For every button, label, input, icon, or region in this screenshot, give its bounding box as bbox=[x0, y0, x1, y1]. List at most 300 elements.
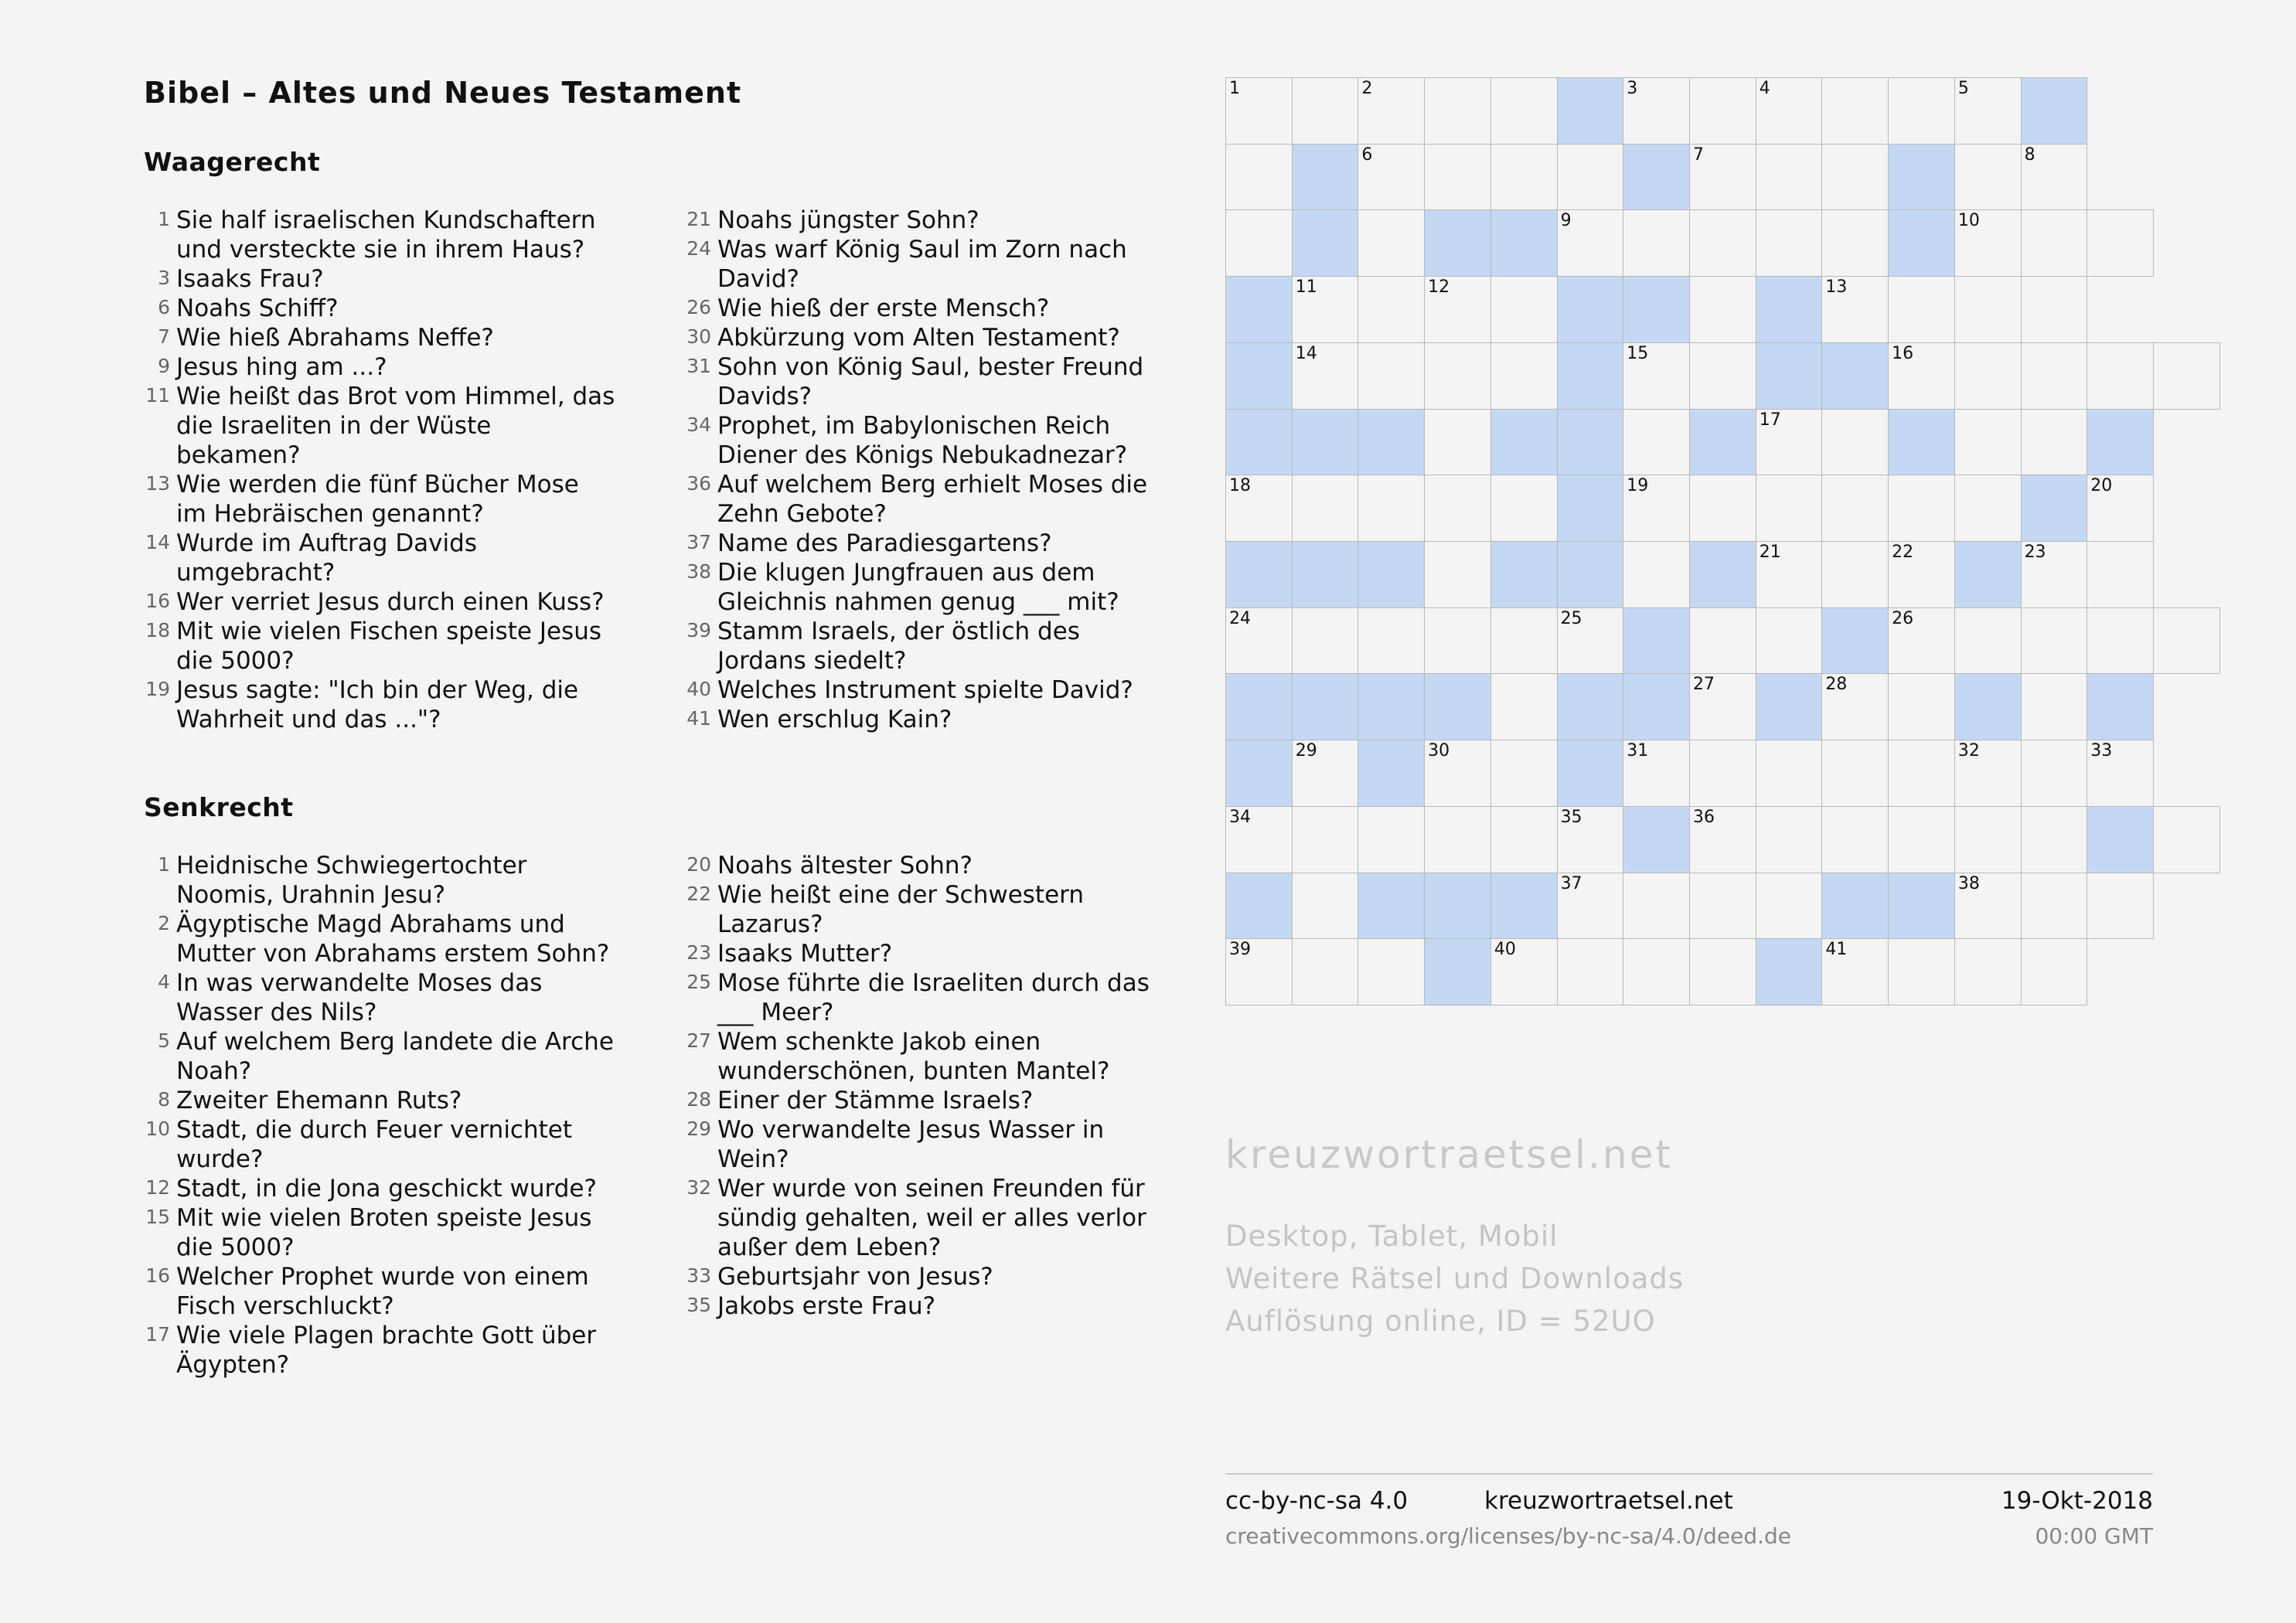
grid-cell[interactable] bbox=[1225, 77, 1293, 145]
clue-number: 6 bbox=[158, 296, 170, 318]
grid-block-cell bbox=[1225, 342, 1293, 410]
grid-cell[interactable] bbox=[1424, 740, 1491, 807]
grid-cell[interactable] bbox=[1557, 873, 1624, 940]
grid-cell[interactable] bbox=[2021, 144, 2088, 211]
footer-site: kreuzwortraetsel.net bbox=[1484, 1487, 1733, 1515]
grid-cell[interactable] bbox=[1623, 541, 1690, 608]
grid-cell[interactable] bbox=[1689, 209, 1756, 277]
grid-block-cell bbox=[1490, 873, 1558, 940]
clue-item bbox=[685, 705, 1164, 734]
across-clues-column-2 bbox=[685, 206, 1164, 734]
grid-cell[interactable] bbox=[1954, 873, 2022, 940]
grid-block-cell bbox=[2021, 475, 2088, 542]
grid-cell[interactable] bbox=[2086, 607, 2154, 675]
grid-cell[interactable] bbox=[1490, 673, 1558, 740]
down-clues-column-1 bbox=[144, 851, 615, 1380]
grid-block-cell bbox=[1623, 806, 1690, 873]
grid-cell[interactable] bbox=[1756, 409, 1823, 476]
grid-cell[interactable] bbox=[1821, 806, 1889, 873]
clue-number: 14 bbox=[145, 531, 170, 553]
grid-cell[interactable] bbox=[1358, 276, 1425, 343]
clue-number: 23 bbox=[686, 941, 711, 964]
grid-cell[interactable] bbox=[1490, 475, 1558, 542]
clue-text: Isaaks Mutter? bbox=[717, 940, 893, 968]
grid-cell[interactable] bbox=[1292, 740, 1359, 807]
clue-text: Heidnische Schwiegertochter Noomis, Urahnin Jesu? bbox=[176, 852, 527, 909]
grid-cell[interactable] bbox=[1689, 806, 1756, 873]
grid-cell[interactable] bbox=[2021, 342, 2088, 410]
grid-cell[interactable] bbox=[1557, 209, 1624, 277]
cell-number: 4 bbox=[1759, 79, 1770, 98]
grid-cell[interactable] bbox=[1623, 938, 1690, 1005]
grid-cell[interactable] bbox=[1756, 806, 1823, 873]
clue-number: 24 bbox=[686, 237, 711, 260]
grid-cell[interactable] bbox=[1490, 276, 1558, 343]
cell-number: 31 bbox=[1627, 741, 1649, 761]
grid-cell[interactable] bbox=[1689, 276, 1756, 343]
grid-block-cell bbox=[1490, 209, 1558, 277]
clue-item bbox=[144, 1115, 615, 1174]
clue-number: 28 bbox=[686, 1088, 711, 1111]
clue-item bbox=[685, 1291, 1164, 1321]
cell-number: 2 bbox=[1361, 79, 1373, 98]
grid-cell[interactable] bbox=[2153, 342, 2220, 410]
grid-cell[interactable] bbox=[1954, 740, 2022, 807]
footer-time: 00:00 GMT bbox=[2035, 1523, 2153, 1549]
grid-cell[interactable] bbox=[1756, 209, 1823, 277]
grid-cell[interactable] bbox=[1888, 342, 1955, 410]
grid-cell[interactable] bbox=[2086, 541, 2154, 608]
grid-cell[interactable] bbox=[1821, 541, 1889, 608]
clue-text: Name des Paradiesgartens? bbox=[717, 529, 1052, 557]
clue-number: 1 bbox=[158, 208, 170, 230]
clue-item bbox=[144, 323, 615, 352]
grid-block-cell bbox=[1292, 144, 1359, 211]
cell-number: 1 bbox=[1229, 79, 1240, 98]
grid-cell[interactable] bbox=[1756, 77, 1823, 145]
grid-block-cell bbox=[1821, 607, 1889, 675]
cell-number: 15 bbox=[1627, 343, 1649, 363]
grid-cell[interactable] bbox=[1623, 209, 1690, 277]
grid-cell[interactable] bbox=[1888, 673, 1955, 740]
grid-cell[interactable] bbox=[1888, 607, 1955, 675]
grid-cell[interactable] bbox=[2021, 607, 2088, 675]
grid-cell[interactable] bbox=[1954, 276, 2022, 343]
grid-block-cell bbox=[2021, 77, 2088, 145]
grid-block-cell bbox=[1689, 409, 1756, 476]
grid-cell[interactable] bbox=[1292, 806, 1359, 873]
clue-text: Wo verwandelte Jesus Wasser in Wein? bbox=[717, 1116, 1105, 1173]
grid-block-cell bbox=[1557, 541, 1624, 608]
grid-block-cell bbox=[1225, 873, 1293, 940]
cell-number: 23 bbox=[2024, 543, 2046, 562]
clue-number: 5 bbox=[158, 1029, 170, 1052]
clue-number: 7 bbox=[158, 325, 170, 348]
grid-cell[interactable] bbox=[1358, 607, 1425, 675]
grid-cell[interactable] bbox=[1557, 144, 1624, 211]
grid-cell[interactable] bbox=[1954, 938, 2022, 1005]
grid-block-cell bbox=[1358, 541, 1425, 608]
grid-block-cell bbox=[1557, 740, 1624, 807]
grid-block-cell bbox=[1623, 673, 1690, 740]
grid-block-cell bbox=[1821, 873, 1889, 940]
clue-text: Abkürzung vom Alten Testament? bbox=[717, 324, 1120, 352]
clue-text: Wie hieß Abrahams Neffe? bbox=[176, 324, 494, 352]
clue-item bbox=[144, 382, 615, 470]
grid-cell[interactable] bbox=[1821, 209, 1889, 277]
clue-text: Wie werden die fünf Bücher Mose im Hebräischen genannt? bbox=[176, 471, 579, 528]
grid-cell[interactable] bbox=[2086, 209, 2154, 277]
grid-cell[interactable] bbox=[2086, 740, 2154, 807]
clue-text: Wer verriet Jesus durch einen Kuss? bbox=[176, 588, 605, 616]
grid-cell[interactable] bbox=[1225, 806, 1293, 873]
clue-text: Die klugen Jungfrauen aus dem Gleichnis nahmen genug ___ mit? bbox=[717, 559, 1119, 616]
grid-cell[interactable] bbox=[1358, 209, 1425, 277]
clue-text: Stadt, die durch Feuer vernichtet wurde? bbox=[176, 1116, 572, 1173]
grid-cell[interactable] bbox=[2021, 276, 2088, 343]
grid-cell[interactable] bbox=[2021, 673, 2088, 740]
clue-item bbox=[144, 968, 615, 1027]
grid-cell[interactable] bbox=[1821, 475, 1889, 542]
down-clues-column-2 bbox=[685, 851, 1164, 1321]
clue-number: 19 bbox=[145, 678, 170, 700]
clue-number: 18 bbox=[145, 619, 170, 641]
grid-cell[interactable] bbox=[1821, 938, 1889, 1005]
grid-block-cell bbox=[1888, 873, 1955, 940]
grid-cell[interactable] bbox=[1689, 740, 1756, 807]
clue-number: 25 bbox=[686, 971, 711, 993]
cell-number: 36 bbox=[1693, 807, 1715, 827]
grid-cell[interactable] bbox=[1888, 541, 1955, 608]
cell-number: 24 bbox=[1229, 608, 1251, 628]
cell-number: 16 bbox=[1892, 343, 1914, 363]
clue-item bbox=[144, 1203, 615, 1262]
clue-item bbox=[144, 529, 615, 587]
grid-block-cell bbox=[2086, 806, 2154, 873]
clue-item bbox=[144, 294, 615, 323]
grid-cell[interactable] bbox=[1557, 607, 1624, 675]
grid-cell[interactable] bbox=[1490, 806, 1558, 873]
clue-text: Mose führte die Israeliten durch das ___ Meer? bbox=[717, 969, 1150, 1026]
grid-cell[interactable] bbox=[1954, 144, 2022, 211]
grid-cell[interactable] bbox=[2021, 209, 2088, 277]
grid-cell[interactable] bbox=[1888, 806, 1955, 873]
grid-cell[interactable] bbox=[1689, 77, 1756, 145]
grid-cell[interactable] bbox=[1689, 342, 1756, 410]
grid-block-cell bbox=[1225, 541, 1293, 608]
grid-cell[interactable] bbox=[2021, 541, 2088, 608]
grid-cell[interactable] bbox=[2021, 806, 2088, 873]
grid-cell[interactable] bbox=[1292, 607, 1359, 675]
grid-cell[interactable] bbox=[1623, 740, 1690, 807]
clue-item bbox=[685, 1115, 1164, 1174]
clue-item bbox=[144, 1027, 615, 1086]
clue-text: Wie viele Plagen brachte Gott über Ägypten? bbox=[176, 1322, 597, 1379]
grid-cell[interactable] bbox=[1557, 938, 1624, 1005]
cell-number: 7 bbox=[1693, 145, 1704, 165]
grid-block-cell bbox=[1490, 409, 1558, 476]
brand-name: kreuzwortraetsel.net bbox=[1225, 1132, 1673, 1177]
grid-cell[interactable] bbox=[1225, 607, 1293, 675]
clue-text: Prophet, im Babylonischen Reich Diener des Königs Nebukadnezar? bbox=[717, 412, 1128, 469]
grid-cell[interactable] bbox=[1954, 607, 2022, 675]
grid-cell[interactable] bbox=[1358, 77, 1425, 145]
clue-number: 32 bbox=[686, 1176, 711, 1199]
grid-cell[interactable] bbox=[1821, 144, 1889, 211]
grid-block-cell bbox=[2086, 409, 2154, 476]
grid-cell[interactable] bbox=[1888, 77, 1955, 145]
grid-cell[interactable] bbox=[1821, 673, 1889, 740]
cell-number: 13 bbox=[1825, 277, 1848, 298]
grid-cell[interactable] bbox=[1358, 938, 1425, 1005]
clue-item bbox=[144, 617, 615, 675]
grid-cell[interactable] bbox=[1954, 475, 2022, 542]
cell-number: 40 bbox=[1494, 940, 1516, 960]
clue-number: 1 bbox=[158, 853, 170, 876]
license-label: cc-by-nc-sa 4.0 bbox=[1225, 1487, 1409, 1515]
clue-number: 39 bbox=[686, 619, 711, 641]
clue-text: Jesus sagte: "Ich bin der Weg, die Wahrheit und das ..."? bbox=[176, 676, 579, 733]
grid-cell[interactable] bbox=[1424, 342, 1491, 410]
grid-block-cell bbox=[1424, 673, 1491, 740]
grid-block-cell bbox=[1557, 409, 1624, 476]
grid-cell[interactable] bbox=[1689, 607, 1756, 675]
grid-block-cell bbox=[1358, 409, 1425, 476]
grid-cell[interactable] bbox=[1756, 873, 1823, 940]
grid-cell[interactable] bbox=[1424, 475, 1491, 542]
clue-item bbox=[144, 1321, 615, 1380]
cell-number: 17 bbox=[1759, 410, 1781, 430]
grid-cell[interactable] bbox=[1821, 740, 1889, 807]
cell-number: 5 bbox=[1957, 79, 1969, 98]
cell-number: 10 bbox=[1957, 211, 1980, 231]
grid-cell[interactable] bbox=[1888, 276, 1955, 343]
clue-number: 34 bbox=[686, 413, 711, 436]
grid-cell[interactable] bbox=[1954, 342, 2022, 410]
grid-cell[interactable] bbox=[1689, 673, 1756, 740]
clue-text: Stadt, in die Jona geschickt wurde? bbox=[176, 1175, 597, 1203]
grid-cell[interactable] bbox=[2021, 740, 2088, 807]
grid-cell[interactable] bbox=[2086, 342, 2154, 410]
clue-number: 15 bbox=[145, 1206, 170, 1228]
grid-block-cell bbox=[1756, 342, 1823, 410]
grid-block-cell bbox=[1358, 740, 1425, 807]
grid-cell[interactable] bbox=[1756, 475, 1823, 542]
clue-item bbox=[144, 352, 615, 382]
clue-item bbox=[144, 206, 615, 264]
clue-text: Jesus hing am ...? bbox=[176, 353, 387, 381]
grid-cell[interactable] bbox=[1623, 475, 1690, 542]
grid-cell[interactable] bbox=[1623, 77, 1690, 145]
grid-block-cell bbox=[1756, 673, 1823, 740]
clue-text: Noahs ältester Sohn? bbox=[717, 852, 973, 880]
cell-number: 8 bbox=[2024, 145, 2035, 165]
grid-cell[interactable] bbox=[1225, 209, 1293, 277]
clue-text: Wie heißt das Brot vom Himmel, das die Israeliten in der Wüste bekamen? bbox=[176, 383, 615, 469]
grid-cell[interactable] bbox=[1358, 144, 1425, 211]
grid-block-cell bbox=[1821, 342, 1889, 410]
clue-item bbox=[685, 352, 1164, 411]
clue-text: Noahs jüngster Sohn? bbox=[717, 206, 979, 234]
footer-divider bbox=[1225, 1473, 2153, 1475]
grid-cell[interactable] bbox=[2153, 607, 2220, 675]
grid-cell[interactable] bbox=[1689, 475, 1756, 542]
grid-cell[interactable] bbox=[1490, 77, 1558, 145]
clue-item bbox=[685, 1174, 1164, 1262]
cell-number: 12 bbox=[1428, 277, 1450, 298]
grid-cell[interactable] bbox=[1424, 806, 1491, 873]
grid-cell[interactable] bbox=[1689, 938, 1756, 1005]
grid-block-cell bbox=[1424, 938, 1491, 1005]
grid-cell[interactable] bbox=[1424, 144, 1491, 211]
grid-cell[interactable] bbox=[1689, 873, 1756, 940]
grid-cell[interactable] bbox=[1358, 806, 1425, 873]
clue-item bbox=[685, 675, 1164, 705]
clue-item bbox=[144, 910, 615, 968]
clue-number: 29 bbox=[686, 1118, 711, 1140]
grid-cell[interactable] bbox=[1225, 475, 1293, 542]
clue-number: 12 bbox=[145, 1176, 170, 1199]
grid-cell[interactable] bbox=[1225, 938, 1293, 1005]
clue-text: Wurde im Auftrag Davids umgebracht? bbox=[176, 529, 477, 587]
grid-cell[interactable] bbox=[1954, 806, 2022, 873]
grid-cell[interactable] bbox=[1490, 740, 1558, 807]
grid-cell[interactable] bbox=[1888, 475, 1955, 542]
grid-cell[interactable] bbox=[1490, 144, 1558, 211]
cell-number: 35 bbox=[1560, 807, 1582, 827]
clue-text: Ägyptische Magd Abrahams und Mutter von Abrahams erstem Sohn? bbox=[176, 910, 610, 968]
grid-cell[interactable] bbox=[1424, 409, 1491, 476]
clue-number: 4 bbox=[158, 971, 170, 993]
clue-item bbox=[685, 1027, 1164, 1086]
grid-cell[interactable] bbox=[1358, 475, 1425, 542]
grid-cell[interactable] bbox=[1424, 541, 1491, 608]
clue-item bbox=[685, 968, 1164, 1027]
grid-cell[interactable] bbox=[1292, 276, 1359, 343]
cell-number: 21 bbox=[1759, 543, 1781, 562]
grid-cell[interactable] bbox=[1623, 409, 1690, 476]
clue-number: 22 bbox=[686, 883, 711, 905]
grid-block-cell bbox=[1756, 276, 1823, 343]
grid-cell[interactable] bbox=[1292, 342, 1359, 410]
grid-cell[interactable] bbox=[1292, 475, 1359, 542]
grid-cell[interactable] bbox=[1756, 740, 1823, 807]
clue-number: 2 bbox=[158, 912, 170, 934]
clue-number: 17 bbox=[145, 1323, 170, 1346]
cell-number: 27 bbox=[1693, 675, 1715, 695]
grid-cell[interactable] bbox=[1756, 541, 1823, 608]
grid-cell[interactable] bbox=[1292, 873, 1359, 940]
grid-cell[interactable] bbox=[1756, 144, 1823, 211]
clue-number: 35 bbox=[686, 1294, 711, 1316]
grid-cell[interactable] bbox=[1424, 607, 1491, 675]
grid-cell[interactable] bbox=[2021, 938, 2088, 1005]
grid-cell[interactable] bbox=[1954, 77, 2022, 145]
clue-number: 37 bbox=[686, 531, 711, 553]
clue-text: Wem schenkte Jakob einen wunderschönen, bunten Mantel? bbox=[717, 1028, 1110, 1085]
license-url: creativecommons.org/licenses/by-nc-sa/4.0/deed.de bbox=[1225, 1523, 1792, 1549]
clue-item bbox=[685, 1262, 1164, 1291]
clue-text: Was warf König Saul im Zorn nach David? bbox=[717, 236, 1127, 293]
grid-cell[interactable] bbox=[1756, 607, 1823, 675]
grid-cell[interactable] bbox=[1821, 77, 1889, 145]
grid-block-cell bbox=[1689, 541, 1756, 608]
grid-cell[interactable] bbox=[1292, 77, 1359, 145]
clue-number: 13 bbox=[145, 472, 170, 495]
grid-cell[interactable] bbox=[1888, 938, 1955, 1005]
grid-cell[interactable] bbox=[1689, 144, 1756, 211]
grid-cell[interactable] bbox=[1358, 342, 1425, 410]
grid-cell[interactable] bbox=[2086, 475, 2154, 542]
footer-date: 19-Okt-2018 bbox=[2001, 1487, 2153, 1515]
grid-block-cell bbox=[1490, 541, 1558, 608]
grid-cell[interactable] bbox=[2021, 873, 2088, 940]
grid-block-cell bbox=[1623, 144, 1690, 211]
grid-cell[interactable] bbox=[1954, 209, 2022, 277]
clue-item bbox=[685, 880, 1164, 939]
grid-cell[interactable] bbox=[2086, 873, 2154, 940]
cell-number: 26 bbox=[1892, 608, 1914, 628]
grid-cell[interactable] bbox=[1490, 342, 1558, 410]
grid-cell[interactable] bbox=[1225, 144, 1293, 211]
clue-number: 11 bbox=[145, 384, 170, 407]
grid-block-cell bbox=[1623, 276, 1690, 343]
clue-text: Sie half israelischen Kundschaftern und versteckte sie in ihrem Haus? bbox=[176, 206, 596, 264]
grid-block-cell bbox=[1358, 873, 1425, 940]
grid-cell[interactable] bbox=[1954, 409, 2022, 476]
grid-cell[interactable] bbox=[1490, 607, 1558, 675]
grid-cell[interactable] bbox=[2021, 409, 2088, 476]
grid-cell[interactable] bbox=[1424, 276, 1491, 343]
grid-cell[interactable] bbox=[1821, 276, 1889, 343]
grid-block-cell bbox=[1623, 607, 1690, 675]
grid-cell[interactable] bbox=[1424, 77, 1491, 145]
clue-text: Sohn von König Saul, bester Freund Davids? bbox=[717, 353, 1144, 410]
down-heading: Senkrecht bbox=[144, 792, 294, 822]
grid-block-cell bbox=[1557, 673, 1624, 740]
clue-number: 40 bbox=[686, 678, 711, 700]
cell-number: 34 bbox=[1229, 807, 1251, 827]
grid-block-cell bbox=[1888, 144, 1955, 211]
grid-cell[interactable] bbox=[1623, 342, 1690, 410]
clue-text: Wie heißt eine der Schwestern Lazarus? bbox=[717, 881, 1085, 938]
grid-block-cell bbox=[1557, 77, 1624, 145]
clue-item bbox=[685, 529, 1164, 558]
clue-text: Auf welchem Berg landete die Arche Noah? bbox=[176, 1028, 614, 1085]
clue-number: 31 bbox=[686, 355, 711, 377]
clue-number: 41 bbox=[686, 707, 711, 730]
cell-number: 30 bbox=[1428, 741, 1450, 761]
clue-item bbox=[685, 470, 1164, 529]
clue-number: 9 bbox=[158, 355, 170, 377]
clue-text: In was verwandelte Moses das Wasser des Nils? bbox=[176, 969, 543, 1026]
grid-cell[interactable] bbox=[1490, 938, 1558, 1005]
grid-block-cell bbox=[1557, 276, 1624, 343]
grid-cell[interactable] bbox=[1557, 806, 1624, 873]
puzzle-title: Bibel – Altes und Neues Testament bbox=[144, 76, 742, 110]
clue-text: Jakobs erste Frau? bbox=[717, 1292, 936, 1320]
grid-cell[interactable] bbox=[1292, 938, 1359, 1005]
cell-number: 22 bbox=[1892, 543, 1914, 562]
grid-cell[interactable] bbox=[1623, 873, 1690, 940]
grid-block-cell bbox=[1424, 209, 1491, 277]
grid-cell[interactable] bbox=[2153, 806, 2220, 873]
grid-block-cell bbox=[1292, 673, 1359, 740]
clue-number: 21 bbox=[686, 208, 711, 230]
cell-number: 33 bbox=[2090, 741, 2113, 761]
grid-cell[interactable] bbox=[1888, 740, 1955, 807]
grid-cell[interactable] bbox=[1821, 409, 1889, 476]
